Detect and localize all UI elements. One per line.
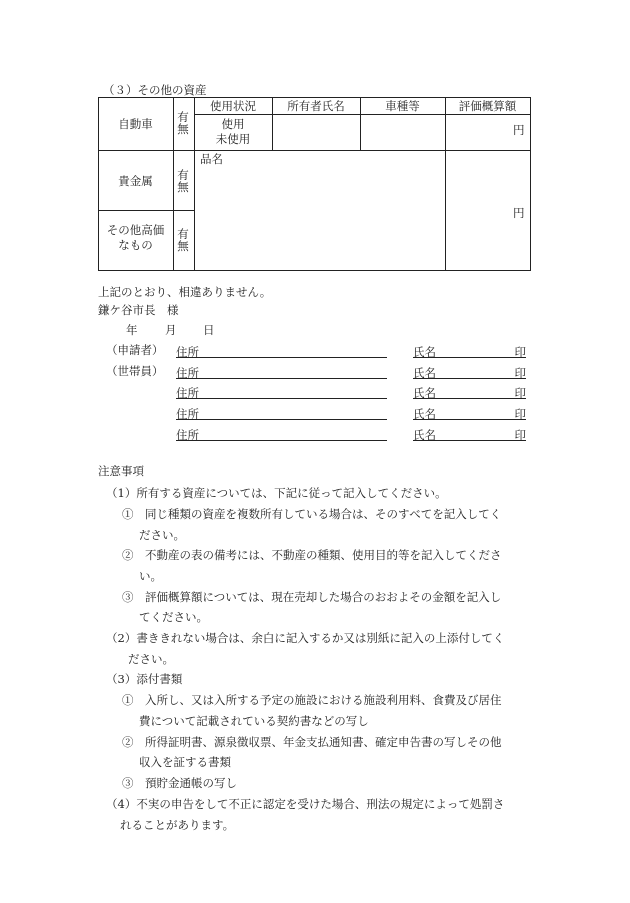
other-label-1: その他高価: [106, 223, 165, 237]
name-line-4[interactable]: [413, 406, 526, 420]
name-label: 氏名: [413, 345, 436, 359]
car-unused: 未使用: [215, 132, 251, 146]
address-line-4[interactable]: [176, 406, 387, 420]
name-line-2[interactable]: [413, 365, 526, 379]
name-label: 氏名: [413, 428, 436, 442]
note-line: （1）所有する資産については、下記に従って記入してください。: [106, 486, 447, 500]
car-ari: 有: [177, 110, 189, 124]
address-label: 住所: [176, 407, 199, 421]
note-line: ② 所得証明書、源泉徴収票、年金支払通知書、確定申告書の写しその他: [122, 735, 502, 749]
address-label: 住所: [176, 345, 199, 359]
other-assets-table: [98, 97, 531, 271]
seal: 印: [514, 386, 526, 400]
note-line: ② 不動産の表の備考には、不動産の種類、使用目的等を記入してくださ: [122, 548, 502, 562]
other-nashi: 無: [177, 239, 189, 253]
seal: 印: [514, 407, 526, 421]
car-label: 自動車: [118, 117, 153, 131]
address-label: 住所: [176, 366, 199, 380]
note-line: ださい。: [139, 528, 185, 542]
address-line-2[interactable]: [176, 365, 387, 379]
address-line-5[interactable]: [176, 427, 387, 441]
name-line-3[interactable]: [413, 385, 526, 399]
header-value: 評価概算額: [458, 99, 517, 113]
car-nashi: 無: [177, 122, 189, 136]
car-yen: 円: [513, 123, 525, 137]
metal-item-label: 品名: [200, 152, 223, 166]
note-line: ① 入所し、又は入所する予定の施設における施設利用料、食費及び居住: [122, 693, 502, 707]
header-model: 車種等: [385, 99, 420, 113]
name-line-5[interactable]: [413, 427, 526, 441]
name-line-1[interactable]: [413, 344, 526, 358]
note-line: ださい。: [128, 652, 174, 666]
role-household: （世帯員）: [106, 364, 164, 378]
note-line: ① 同じ種類の資産を複数所有している場合は、そのすべてを記入してく: [122, 507, 502, 521]
date-month: 月: [165, 323, 177, 337]
address-line-1[interactable]: [176, 344, 387, 358]
address-label: 住所: [176, 386, 199, 400]
date-year: 年: [126, 323, 138, 337]
note-line: ③ 評価概算額については、現在売却した場合のおおよその金額を記入し: [122, 590, 502, 604]
header-owner: 所有者氏名: [287, 99, 345, 113]
section-title: （３）その他の資産: [103, 83, 207, 97]
date-day: 日: [203, 323, 215, 337]
note-line: てください。: [139, 610, 208, 624]
note-line: ③ 預貯金通帳の写し: [122, 776, 237, 790]
name-label: 氏名: [413, 407, 436, 421]
address-line-3[interactable]: [176, 385, 387, 399]
other-label-2: なもの: [118, 238, 153, 252]
addressee: 鎌ケ谷市長 様: [98, 303, 179, 317]
shared-yen: 円: [513, 206, 525, 220]
seal: 印: [514, 345, 526, 359]
metal-nashi: 無: [177, 180, 189, 194]
note-line: 費について記載されている契約書などの写し: [139, 714, 369, 728]
role-applicant: （申請者）: [106, 343, 164, 357]
metal-ari: 有: [177, 168, 189, 182]
note-line: （3）添付書類: [106, 672, 183, 686]
note-line: （4）不実の申告をして不正に認定を受けた場合、刑法の規定によって処罰さ: [106, 797, 505, 811]
note-line: れることがあります。: [120, 818, 235, 832]
address-label: 住所: [176, 428, 199, 442]
note-line: 収入を証する書類: [139, 755, 231, 769]
declaration-statement: 上記のとおり、相違ありません。: [98, 285, 272, 299]
seal: 印: [514, 428, 526, 442]
header-usage: 使用状況: [210, 99, 256, 113]
seal: 印: [514, 366, 526, 380]
notes-heading: 注意事項: [98, 464, 144, 478]
note-line: （2）書ききれない場合は、余白に記入するか又は別紙に記入の上添付してく: [106, 631, 505, 645]
car-used: 使用: [221, 117, 245, 131]
note-line: い。: [139, 569, 162, 583]
metal-label: 貴金属: [118, 174, 153, 188]
other-ari: 有: [177, 227, 189, 241]
name-label: 氏名: [413, 366, 436, 380]
name-label: 氏名: [413, 386, 436, 400]
